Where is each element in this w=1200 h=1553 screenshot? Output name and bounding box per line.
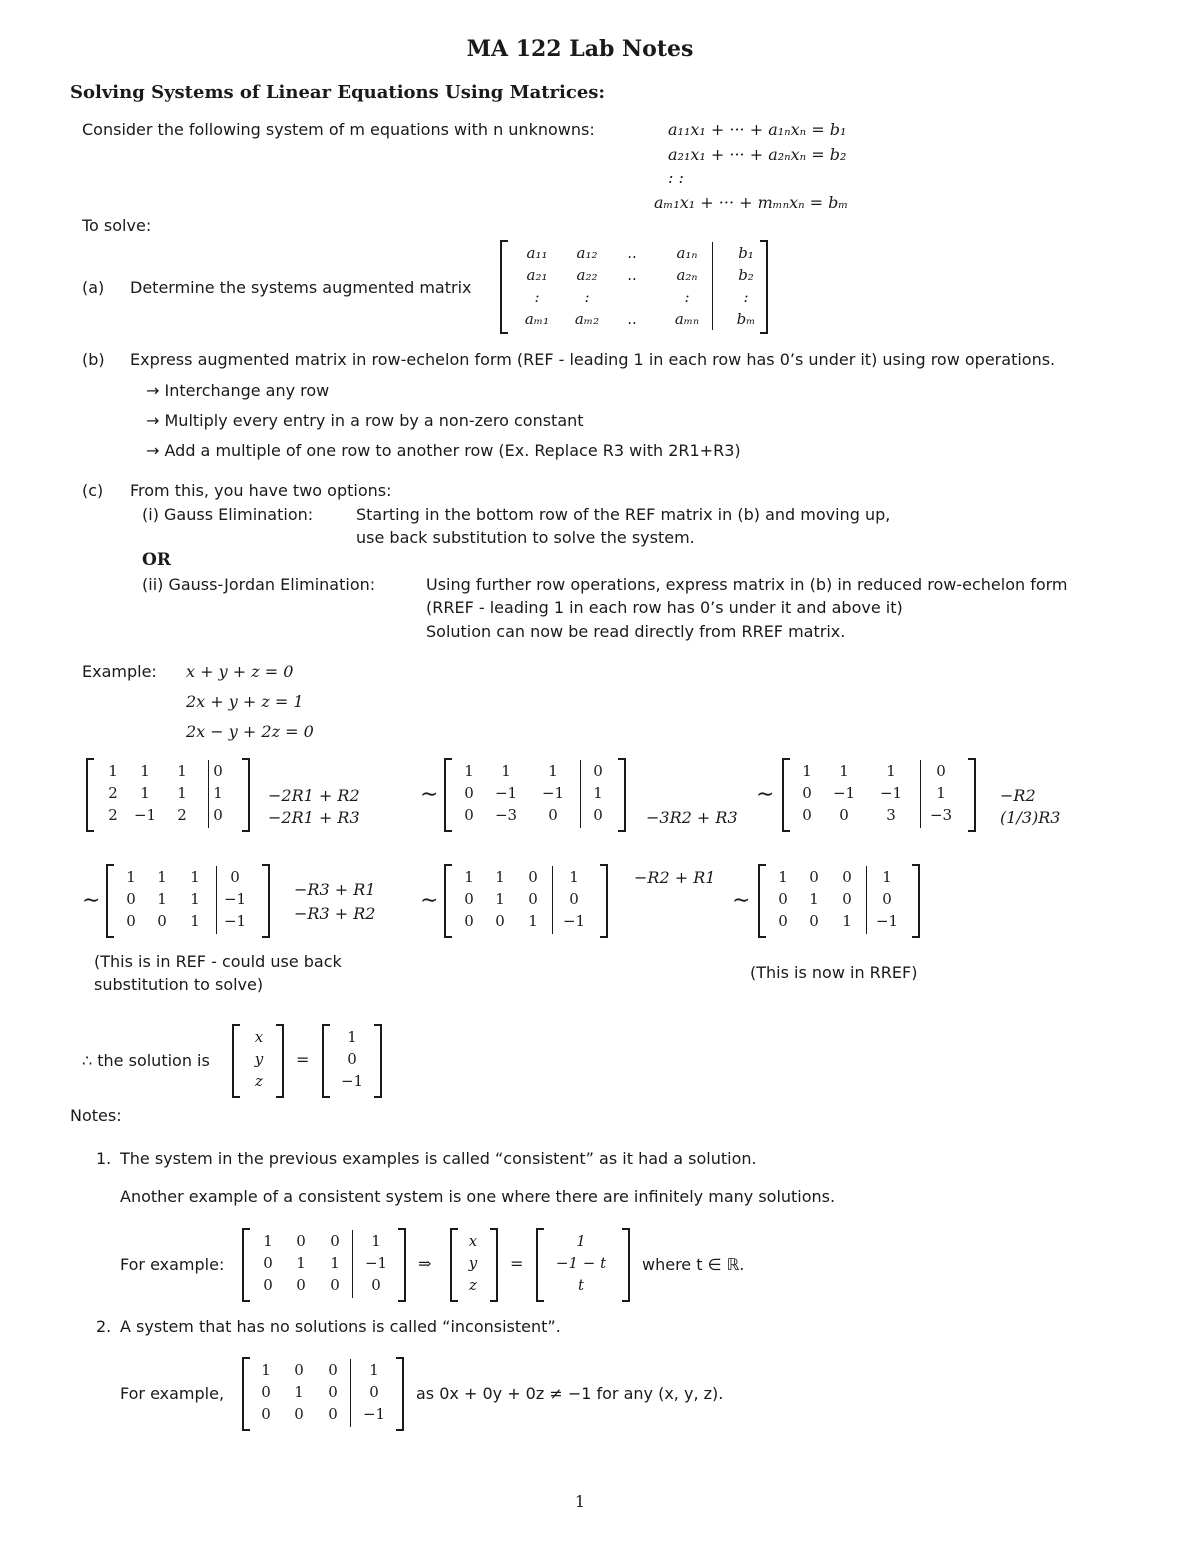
matrix-cell: 1 [296, 1254, 306, 1272]
example-eq-1: x + y + z = 0 [186, 662, 294, 681]
n1-vals-right-bracket [622, 1228, 630, 1302]
tilde-3: ∼ [82, 888, 101, 913]
matrix-cell: 2 [108, 784, 118, 802]
matrix-cell: : [684, 288, 690, 306]
note-1-vars-vector [458, 1230, 488, 1296]
matrix-cell: a₁ₙ [676, 244, 698, 262]
matrix-cell: 1 [140, 762, 150, 780]
matrix-cell: 0 [371, 1276, 381, 1294]
page-title: MA 122 Lab Notes [466, 36, 694, 62]
matrix-cell: 1 [330, 1254, 340, 1272]
matrix-cell: 0 [464, 912, 474, 930]
vector-cell: 1 [347, 1028, 357, 1046]
matrix-cell: 0 [842, 890, 852, 908]
m6-right-bracket [912, 864, 920, 938]
matrix-cell: −1 [364, 1254, 388, 1272]
note-1-matrix [252, 1230, 400, 1296]
matrix-cell: 1 [108, 762, 118, 780]
matrix-cell: 0 [882, 890, 892, 908]
matrix-cell: −1 [541, 784, 565, 802]
matrix-cell: 0 [263, 1254, 273, 1272]
m3-left-bracket [782, 758, 790, 832]
step-a-label: (a) [82, 278, 105, 297]
note-1-text-2: Another example of a consistent system is one where there are infinitely many solutions. [120, 1187, 836, 1206]
note-1-text: The system in the previous examples is called “consistent” as it had a solution. [120, 1149, 757, 1168]
solution-equals: = [296, 1050, 310, 1069]
matrix-cell: 0 [261, 1405, 271, 1423]
matrix-cell: 0 [230, 868, 240, 886]
system-eq-dots: : : [668, 168, 684, 187]
matrix-cell: a₂₂ [576, 266, 598, 284]
matrix-cell: 0 [328, 1361, 338, 1379]
matrix-cell: 0 [330, 1232, 340, 1250]
matrix-6 [768, 866, 910, 932]
matrix-cell: 1 [528, 912, 538, 930]
step-b-text: Express augmented matrix in row-echelon form (REF - leading 1 in each row has 0’s under it) using row operations. [130, 350, 1056, 369]
gauss-label: (i) Gauss Elimination: [142, 505, 314, 524]
matrix-cell: 0 [528, 890, 538, 908]
row-op-1: → Interchange any row [146, 381, 330, 400]
vector-cell: z [255, 1072, 263, 1090]
matrix-cell: 0 [263, 1276, 273, 1294]
n1-matrix-left-bracket [242, 1228, 250, 1302]
matrix-cell: 1 [778, 868, 788, 886]
section-heading: Solving Systems of Linear Equations Using Matrices: [70, 82, 606, 103]
example-eq-2: 2x + y + z = 1 [186, 692, 304, 711]
matrix-cell: 0 [809, 868, 819, 886]
step-c-text: From this, you have two options: [130, 481, 392, 500]
op-1a: −2R1 + R2 [268, 786, 360, 805]
m6-left-bracket [758, 864, 766, 938]
matrix-cell: 0 [328, 1405, 338, 1423]
matrix-cell: 1 [126, 868, 136, 886]
matrix-cell: 1 [839, 762, 849, 780]
note-1-for-example: For example: [120, 1255, 225, 1274]
matrix-cell: 1 [369, 1361, 379, 1379]
matrix-cell: 1 [464, 762, 474, 780]
tilde-1: ∼ [420, 782, 439, 807]
note-1-vals-vector [546, 1230, 616, 1296]
matrix-cell: 2 [177, 806, 187, 824]
solution-vars-vector [244, 1026, 274, 1092]
matrix-cell: 0 [528, 868, 538, 886]
matrix-cell: 1 [157, 890, 167, 908]
matrix-cell: a₂ₙ [676, 266, 698, 284]
sol-vals-left-bracket [322, 1024, 330, 1098]
matrix-cell: bₘ [736, 310, 756, 328]
intro-text: Consider the following system of m equations with n unknowns: [82, 120, 595, 139]
solution-vals-vector [330, 1026, 374, 1092]
matrix-cell: −1 [879, 784, 903, 802]
matrix-cell: 0 [294, 1405, 304, 1423]
matrix-cell: .. [627, 266, 637, 284]
vector-cell: −1 [340, 1072, 364, 1090]
matrix-cell: aₘ₁ [524, 310, 550, 328]
m4-left-bracket [106, 864, 114, 938]
note-2-for-example: For example, [120, 1384, 225, 1403]
aug-matrix [512, 242, 770, 330]
matrix-cell: −1 [875, 912, 899, 930]
step-a-text: Determine the systems augmented matrix [130, 278, 472, 297]
op-1b: −2R1 + R3 [268, 808, 360, 827]
matrix-cell: 1 [495, 890, 505, 908]
system-eq-1: a₁₁x₁ + ··· + a₁ₙxₙ = b₁ [668, 120, 847, 139]
matrix-cell: 1 [190, 912, 200, 930]
n1-vals-left-bracket [536, 1228, 544, 1302]
matrix-cell: 0 [296, 1276, 306, 1294]
matrix-cell: 1 [261, 1361, 271, 1379]
note-2-matrix [250, 1359, 398, 1425]
gauss-jordan-line-3: Solution can now be read directly from RREF matrix. [426, 622, 846, 641]
vector-cell: z [469, 1276, 477, 1294]
matrix-cell: 1 [548, 762, 558, 780]
matrix-cell: 0 [802, 806, 812, 824]
matrix-cell: −3 [929, 806, 953, 824]
m3-right-bracket [968, 758, 976, 832]
m2-right-bracket [618, 758, 626, 832]
matrix-cell: −1 [832, 784, 856, 802]
matrix-cell: 1 [213, 784, 223, 802]
matrix-cell: 0 [569, 890, 579, 908]
vector-cell: x [254, 1028, 264, 1046]
sol-vals-right-bracket [374, 1024, 382, 1098]
matrix-cell: 0 [157, 912, 167, 930]
op-3b: (1/3)R3 [1000, 808, 1061, 827]
vector-cell: 0 [347, 1050, 357, 1068]
matrix-cell: 0 [296, 1232, 306, 1250]
matrix-cell: .. [627, 310, 637, 328]
matrix-cell: .. [627, 244, 637, 262]
m2-left-bracket [444, 758, 452, 832]
example-label: Example: [82, 662, 157, 681]
matrix-cell: −1 [562, 912, 586, 930]
step-b-label: (b) [82, 350, 105, 369]
matrix-cell: 1 [593, 784, 603, 802]
matrix-cell: 0 [464, 806, 474, 824]
matrix-cell: 1 [501, 762, 511, 780]
op-3a: −R2 [1000, 786, 1036, 805]
matrix-cell: 1 [177, 762, 187, 780]
matrix-cell: 0 [778, 890, 788, 908]
note-1-equals: = [510, 1254, 524, 1273]
matrix-cell: 0 [593, 762, 603, 780]
row-op-3: → Add a multiple of one row to another row (Ex. Replace R3 with 2R1+R3) [146, 441, 741, 460]
sol-vars-left-bracket [232, 1024, 240, 1098]
matrix-cell: 1 [140, 784, 150, 802]
note-2-reason: as 0x + 0y + 0z ≠ −1 for any (x, y, z). [416, 1384, 724, 1403]
matrix-cell: 1 [464, 868, 474, 886]
matrix-cell: 1 [886, 762, 896, 780]
matrix-cell: 0 [548, 806, 558, 824]
gauss-jordan-line-2: (RREF - leading 1 in each row has 0’s under it and above it) [426, 598, 903, 617]
matrix-cell: b₂ [738, 266, 754, 284]
vector-cell: y [468, 1254, 478, 1272]
rref-note: (This is now in RREF) [750, 963, 918, 982]
matrix-cell: 1 [936, 784, 946, 802]
note-1-number: 1. [96, 1149, 112, 1168]
matrix-cell: 0 [330, 1276, 340, 1294]
matrix-cell: −1 [133, 806, 157, 824]
to-solve-label: To solve: [82, 216, 152, 235]
matrix-cell: 1 [569, 868, 579, 886]
ref-note-line-2: substitution to solve) [94, 975, 264, 994]
note-2-number: 2. [96, 1317, 112, 1336]
matrix-cell: 1 [294, 1383, 304, 1401]
op-5: −R2 + R1 [634, 868, 716, 887]
op-4a: −R3 + R1 [294, 880, 376, 899]
matrix-2 [454, 760, 618, 826]
matrix-cell: 1 [371, 1232, 381, 1250]
n1-vars-left-bracket [450, 1228, 458, 1302]
matrix-cell: 0 [261, 1383, 271, 1401]
matrix-3 [792, 760, 966, 826]
vector-cell: x [468, 1232, 478, 1250]
matrix-cell: 0 [464, 784, 474, 802]
matrix-cell: 1 [190, 890, 200, 908]
matrix-cell: 1 [495, 868, 505, 886]
matrix-cell: 1 [802, 762, 812, 780]
matrix-cell: 0 [809, 912, 819, 930]
aug-matrix-left-bracket [500, 240, 508, 334]
matrix-cell: 0 [369, 1383, 379, 1401]
matrix-cell: a₁₂ [576, 244, 598, 262]
ref-note-line-1: (This is in REF - could use back [94, 952, 342, 971]
op-4b: −R3 + R2 [294, 904, 376, 923]
implies-symbol: ⇒ [418, 1254, 432, 1273]
matrix-cell: 0 [842, 868, 852, 886]
matrix-cell: 3 [886, 806, 896, 824]
matrix-cell: −1 [494, 784, 518, 802]
system-eq-2: a₂₁x₁ + ··· + a₂ₙxₙ = b₂ [668, 145, 847, 164]
matrix-cell: b₁ [738, 244, 754, 262]
m4-right-bracket [262, 864, 270, 938]
vector-cell: t [577, 1276, 585, 1294]
matrix-cell: 0 [126, 912, 136, 930]
matrix-cell: −3 [494, 806, 518, 824]
matrix-cell: −1 [223, 890, 247, 908]
system-eq-m: aₘ₁x₁ + ··· + mₘₙxₙ = bₘ [654, 193, 849, 212]
page-number: 1 [574, 1492, 586, 1511]
example-eq-3: 2x − y + 2z = 0 [186, 722, 314, 741]
matrix-cell: 0 [802, 784, 812, 802]
matrix-cell: 1 [842, 912, 852, 930]
tilde-5: ∼ [732, 888, 751, 913]
vector-cell: −1 − t [555, 1254, 607, 1272]
matrix-cell: −1 [362, 1405, 386, 1423]
m1-left-bracket [86, 758, 94, 832]
matrix-cell: a₂₁ [526, 266, 548, 284]
matrix-4 [116, 866, 258, 932]
matrix-cell: 1 [177, 784, 187, 802]
matrix-cell: 1 [190, 868, 200, 886]
matrix-cell: 0 [936, 762, 946, 780]
matrix-cell: a₁₁ [526, 244, 548, 262]
n2-matrix-left-bracket [242, 1357, 250, 1431]
matrix-cell: 2 [108, 806, 118, 824]
m5-left-bracket [444, 864, 452, 938]
or-text: OR [142, 550, 171, 570]
matrix-cell: 0 [778, 912, 788, 930]
matrix-cell: 0 [495, 912, 505, 930]
matrix-cell: 0 [213, 762, 223, 780]
row-op-2: → Multiply every entry in a row by a non-zero constant [146, 411, 584, 430]
matrix-cell: 1 [809, 890, 819, 908]
matrix-cell [612, 286, 652, 308]
matrix-cell: : [584, 288, 590, 306]
gauss-jordan-label: (ii) Gauss-Jordan Elimination: [142, 575, 376, 594]
matrix-cell: 0 [126, 890, 136, 908]
gauss-line-1: Starting in the bottom row of the REF matrix in (b) and moving up, [356, 505, 891, 524]
matrix-cell: 1 [157, 868, 167, 886]
note-1-where: where t ∈ ℝ. [642, 1255, 745, 1274]
matrix-cell: : [534, 288, 540, 306]
matrix-cell: aₘₙ [674, 310, 700, 328]
matrix-cell: 0 [593, 806, 603, 824]
matrix-cell: 0 [328, 1383, 338, 1401]
m5-right-bracket [600, 864, 608, 938]
matrix-cell: : [743, 288, 749, 306]
matrix-cell: 0 [294, 1361, 304, 1379]
n1-vars-right-bracket [490, 1228, 498, 1302]
tilde-4: ∼ [420, 888, 439, 913]
matrix-1 [98, 760, 234, 826]
tilde-2: ∼ [756, 782, 775, 807]
matrix-cell: 1 [263, 1232, 273, 1250]
gauss-jordan-line-1: Using further row operations, express matrix in (b) in reduced row-echelon form [426, 575, 1068, 594]
matrix-cell: 0 [464, 890, 474, 908]
op-2: −3R2 + R3 [646, 808, 738, 827]
notes-label: Notes: [70, 1106, 122, 1125]
m1-right-bracket [242, 758, 250, 832]
matrix-cell: 1 [882, 868, 892, 886]
sol-vars-right-bracket [276, 1024, 284, 1098]
matrix-cell: aₘ₂ [574, 310, 600, 328]
vector-cell: y [254, 1050, 264, 1068]
solution-label: ∴ the solution is [82, 1051, 210, 1070]
note-2-text: A system that has no solutions is called “inconsistent”. [120, 1317, 561, 1336]
gauss-line-2: use back substitution to solve the system. [356, 528, 695, 547]
step-c-label: (c) [82, 481, 104, 500]
vector-cell: 1 [576, 1232, 586, 1250]
matrix-cell: 0 [213, 806, 223, 824]
matrix-cell: −1 [223, 912, 247, 930]
matrix-5 [454, 866, 598, 932]
matrix-cell: 0 [839, 806, 849, 824]
